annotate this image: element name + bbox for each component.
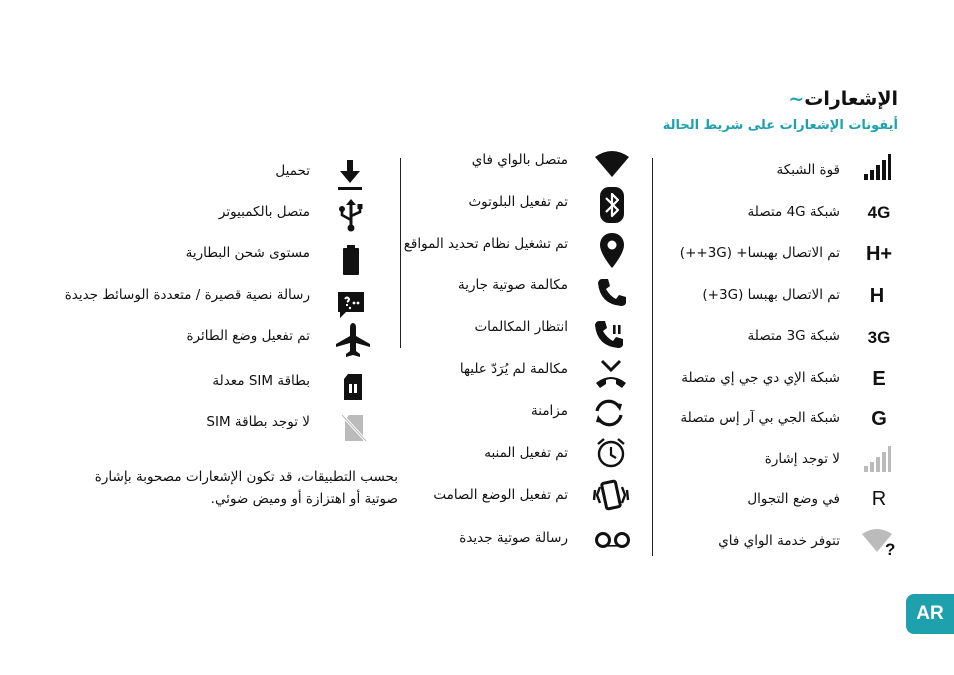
notification-note: بحسب التطبيقات، قد تكون الإشعارات مصحوبة بإشارة صوتية أو اهتزازة أو وميض ضوئي. bbox=[94, 469, 398, 507]
col2-label: مزامنة bbox=[531, 403, 568, 419]
col1-label: تتوفر خدمة الواي فاي bbox=[718, 533, 840, 549]
col3-label: تحميل bbox=[275, 163, 310, 179]
phone-icon bbox=[597, 277, 627, 307]
col3-label: متصل بالكمبيوتر bbox=[218, 204, 310, 220]
column-divider-left bbox=[400, 158, 401, 348]
col3-label: رسالة نصية قصيرة / متعددة الوسائط جديدة bbox=[64, 287, 310, 303]
roaming-icon: R bbox=[871, 487, 887, 510]
bluetooth-icon bbox=[597, 187, 627, 217]
no-sim-icon bbox=[339, 412, 369, 442]
col1-label: شبكة 4G متصلة bbox=[747, 204, 840, 220]
col2-label: تم تشغيل نظام تحديد المواقع bbox=[403, 236, 568, 252]
col2-label: تم تفعيل المنبه bbox=[484, 445, 568, 461]
download-icon bbox=[335, 158, 365, 188]
voicemail-icon bbox=[594, 526, 632, 556]
no-signal-icon bbox=[862, 444, 892, 474]
col1-label: شبكة الإي دي جي إي متصلة bbox=[681, 370, 840, 386]
col2-label: مكالمة لم يُرَدّ عليها bbox=[459, 361, 568, 377]
4g-icon: 4G bbox=[867, 203, 891, 222]
page-title bbox=[784, 88, 898, 110]
sms-icon bbox=[336, 289, 366, 319]
col3-label: مستوى شحن البطارية bbox=[185, 245, 310, 261]
call-waiting-icon bbox=[594, 319, 624, 349]
col2-label: مكالمة صوتية جارية bbox=[457, 277, 568, 293]
col2-label: انتظار المكالمات bbox=[474, 319, 568, 335]
col2-label: متصل بالواي فاي bbox=[471, 152, 568, 168]
alarm-icon bbox=[596, 437, 626, 467]
column-divider-right bbox=[652, 158, 653, 556]
col2-label: تم تفعيل الوضع الصامت bbox=[433, 487, 568, 503]
col1-label: شبكة الجي بي آر إس متصلة bbox=[680, 410, 840, 426]
title-text: الإشعارات bbox=[804, 88, 898, 110]
svg-text:?: ? bbox=[885, 540, 896, 556]
wifi-available-icon bbox=[860, 526, 900, 556]
battery-icon bbox=[336, 243, 366, 273]
h-icon: H bbox=[869, 284, 885, 307]
col1-label: لا توجد إشارة bbox=[764, 451, 840, 467]
language-badge: AR bbox=[906, 594, 954, 634]
col2-label: تم تفعيل البلوتوث bbox=[468, 194, 568, 210]
h-plus-icon: H+ bbox=[865, 242, 893, 265]
wifi-icon bbox=[594, 148, 630, 178]
vibrate-icon bbox=[592, 479, 630, 509]
page-subtitle: أيقونات الإشعارات على شريط الحالة bbox=[662, 118, 898, 133]
3g-icon: 3G bbox=[867, 328, 891, 347]
col2-label: رسالة صوتية جديدة bbox=[459, 530, 568, 546]
airplane-icon bbox=[334, 322, 372, 352]
col1-label: تم الاتصال بهبسا+ (3G++) bbox=[679, 245, 840, 261]
location-pin-icon bbox=[597, 232, 627, 262]
col3-label: لا توجد بطاقة SIM bbox=[206, 414, 310, 430]
col3-label: بطاقة SIM معدلة bbox=[212, 373, 310, 389]
sim-card-icon bbox=[338, 371, 368, 401]
col1-label: تم الاتصال بهبسا (3G+) bbox=[702, 287, 840, 303]
usb-icon bbox=[336, 198, 366, 228]
col1-label: قوة الشبكة bbox=[776, 162, 840, 178]
col1-label: في وضع التجوال bbox=[747, 491, 840, 507]
edge-icon: E bbox=[872, 367, 886, 390]
sync-icon bbox=[592, 398, 626, 428]
title-tilde: ~ bbox=[788, 88, 805, 110]
gprs-icon: G bbox=[871, 407, 887, 430]
signal-strength-icon bbox=[862, 152, 892, 182]
missed-call-icon bbox=[594, 359, 628, 389]
col3-label: تم تفعيل وضع الطائرة bbox=[186, 328, 310, 344]
col1-label: شبكة 3G متصلة bbox=[747, 328, 840, 344]
